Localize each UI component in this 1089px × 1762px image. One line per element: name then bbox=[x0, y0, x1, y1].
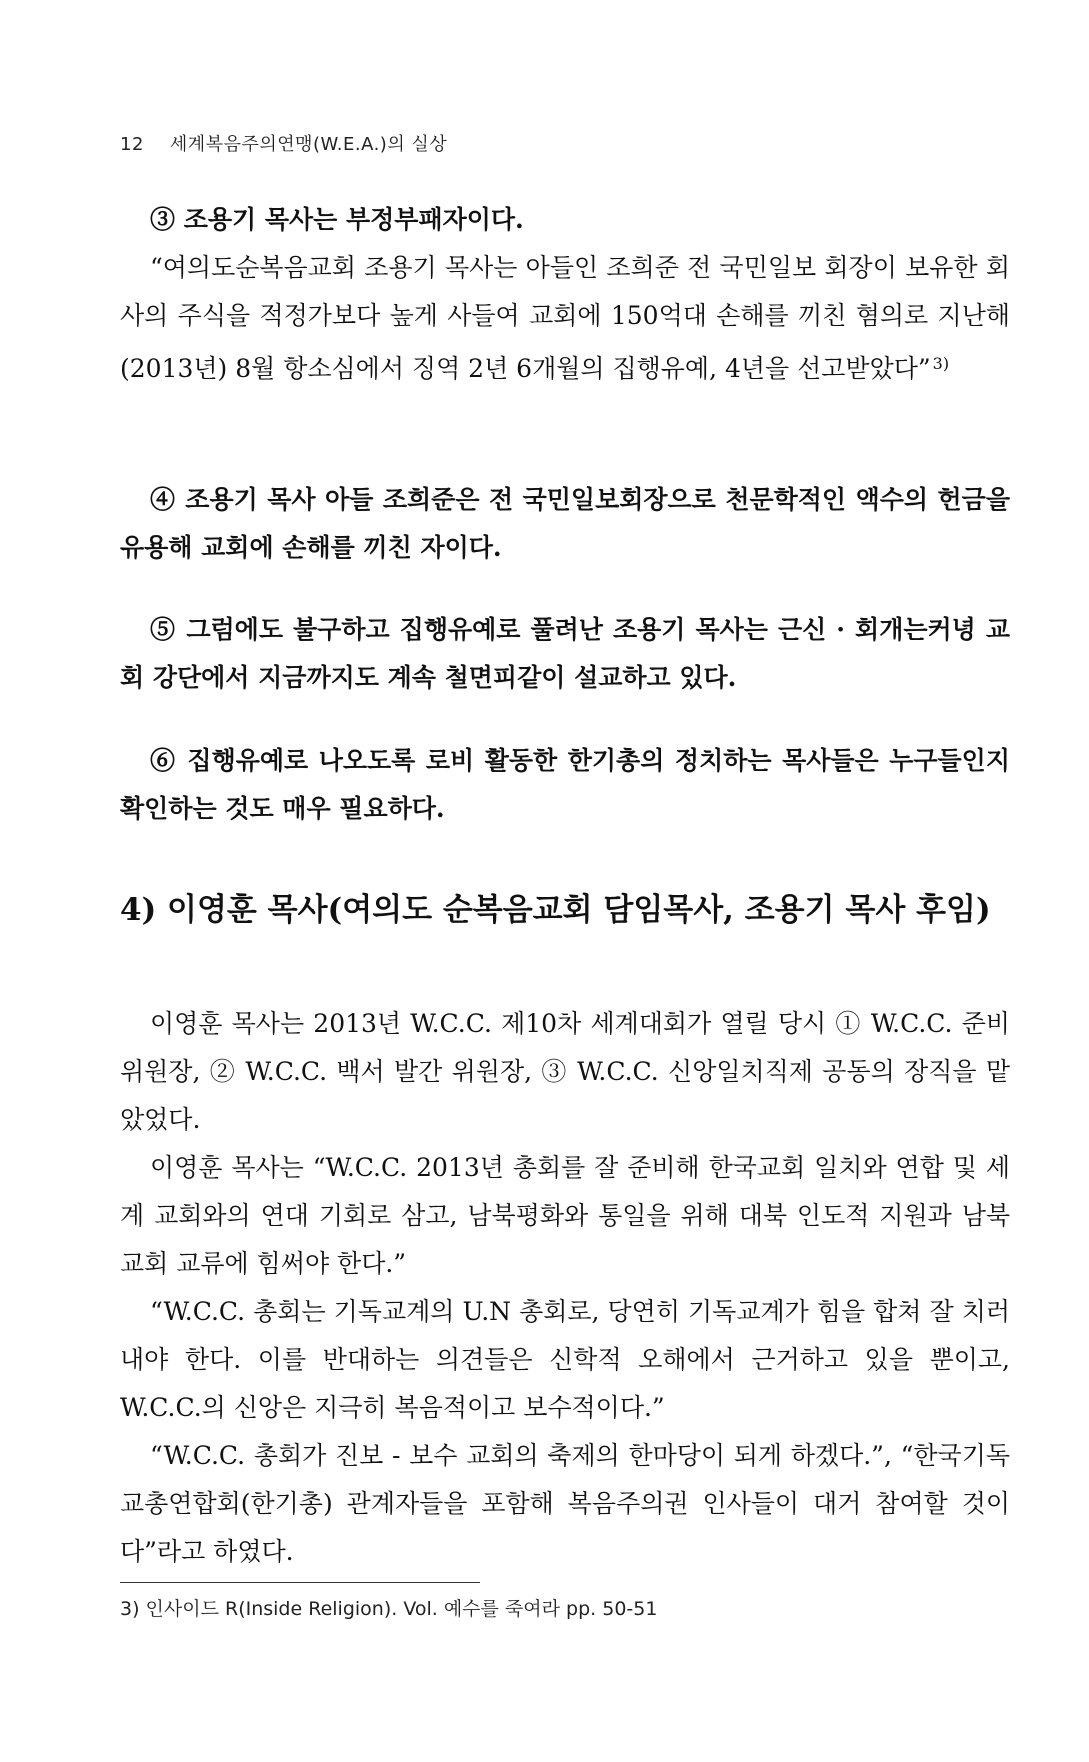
footnote-divider bbox=[120, 1582, 480, 1583]
item-6-block bbox=[120, 737, 1010, 833]
section-4-heading-block bbox=[120, 890, 1010, 930]
section-4-paragraph-2: 이영훈 목사는 “W.C.C. 2013년 총회를 잘 준비해 한국교회 일치와 연합 및 세계 교회와의 연대 기회로 삼고, 남북평화와 통일을 위해 대북 인도적 지원과 남북교회 교류에 힘써야 한다.” bbox=[120, 1153, 1010, 1278]
item-3-heading: ③ 조용기 목사는 부정부패자이다. bbox=[150, 205, 524, 234]
section-4-paragraph-1: 이영훈 목사는 2013년 W.C.C. 제10차 세계대회가 열릴 당시 ① W.C.C. 준비위원장, ② W.C.C. 백서 발간 위원장, ③ W.C.C. 신앙일치직제 공동의 장직을 맡았었다. bbox=[120, 1009, 1010, 1134]
page-number: 12 bbox=[120, 134, 144, 155]
item-3-quote-text: “여의도순복음교회 조용기 목사는 아들인 조희준 전 국민일보 회장이 보유한 회사의 주식을 적정가보다 높게 사들여 교회에 150억대 손해를 끼친 혐의로 지난해(2013년) 8월 항소심에서 징역 2년 6개월의 집행유예, 4년을 선고받았다” bbox=[120, 253, 1010, 383]
item-3-block bbox=[120, 196, 1010, 393]
section-4-paragraph-4: “W.C.C. 총회가 진보 - 보수 교회의 축제의 한마당이 되게 하겠다.”, “한국기독교총연합회(한기총) 관계자들을 포함해 복음주의권 인사들이 대거 참여할 것이다”라고 하였다. bbox=[120, 1441, 1010, 1566]
item-5-text: ⑤ 그럼에도 불구하고 집행유예로 풀려난 조용기 목사는 근신 · 회개는커녕 교회 강단에서 지금까지도 계속 철면피같이 설교하고 있다. bbox=[120, 615, 1010, 692]
footnote-reference: 3) bbox=[932, 354, 950, 373]
item-4-block bbox=[120, 476, 1010, 572]
section-4-body bbox=[120, 1000, 1010, 1576]
section-4-paragraph-3: “W.C.C. 총회는 기독교계의 U.N 총회로, 당연히 기독교계가 힘을 합쳐 잘 치러내야 한다. 이를 반대하는 의견들은 신학적 오해에서 근거하고 있을 뿐이고, W.C.C.의 신앙은 지극히 복음적이고 보수적이다.” bbox=[120, 1297, 1010, 1422]
section-heading: 4) 이영훈 목사(여의도 순복음교회 담임목사, 조용기 목사 후임) bbox=[120, 892, 991, 928]
item-4-text: ④ 조용기 목사 아들 조희준은 전 국민일보회장으로 천문학적인 액수의 헌금을 유용해 교회에 손해를 끼친 자이다. bbox=[120, 485, 1010, 562]
item-5-block bbox=[120, 606, 1010, 702]
running-header bbox=[120, 130, 447, 156]
item-6-text: ⑥ 집행유예로 나오도록 로비 활동한 한기총의 정치하는 목사들은 누구들인지 확인하는 것도 매우 필요하다. bbox=[120, 746, 1010, 823]
running-title: 세계복음주의연맹(W.E.A.)의 실상 bbox=[169, 134, 448, 155]
item-3-quote bbox=[120, 244, 1010, 393]
footnote: 3) 인사이드 R(Inside Religion). Vol. 예수를 죽여라 pp. 50-51 bbox=[120, 1598, 658, 1620]
